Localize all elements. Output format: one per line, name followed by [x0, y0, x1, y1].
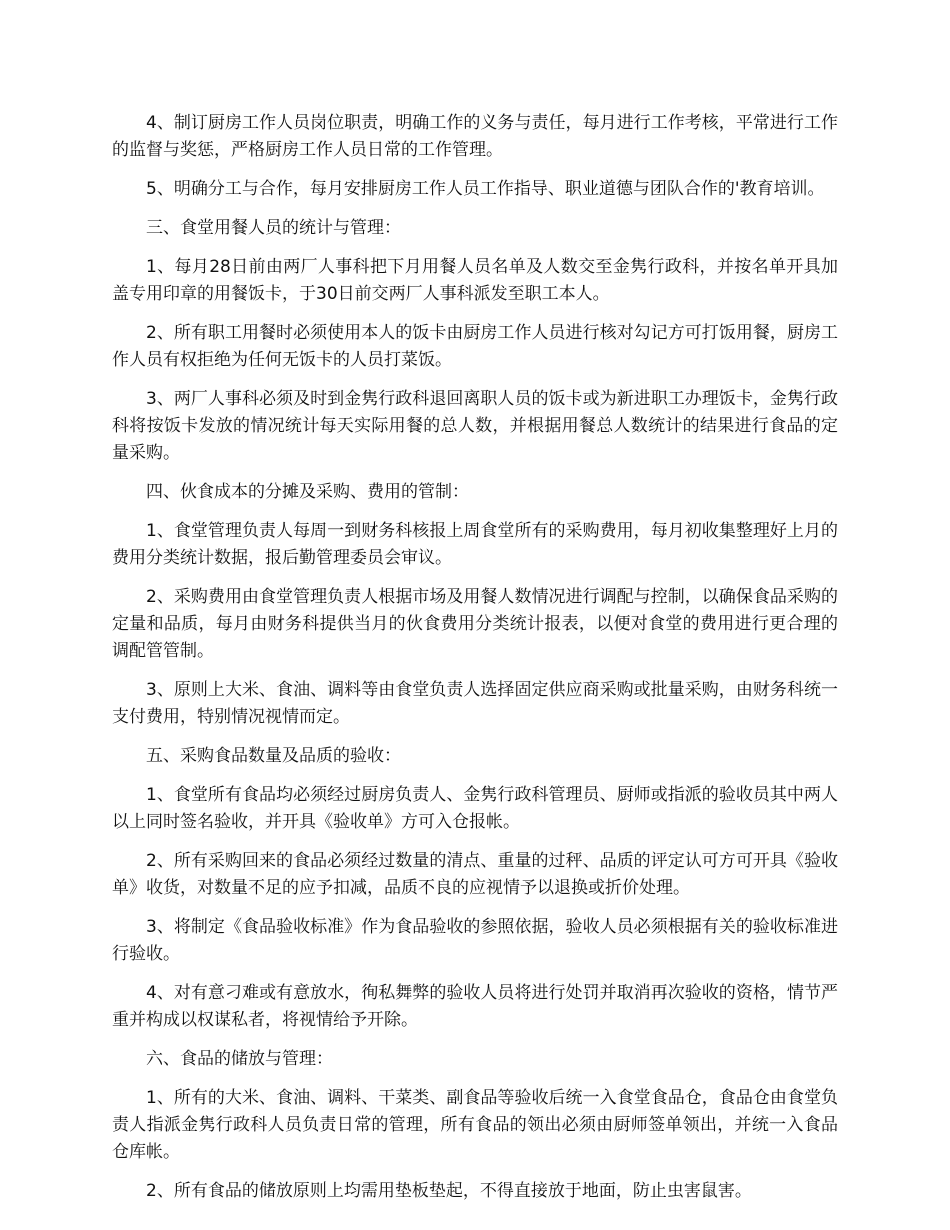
paragraph: 1、食堂管理负责人每周一到财务科核报上周食堂所有的采购费用，每月初收集整理好上月的费用分类统计数据，报后勤管理委员会审议。	[112, 521, 838, 568]
section-heading: 三、食堂用餐人员的统计与管理：	[146, 218, 401, 238]
paragraph: 2、所有食品的储放原则上均需用垫板垫起，不得直接放于地面，防止虫害鼠害。	[146, 1181, 752, 1201]
paragraph: 1、所有的大米、食油、调料、干菜类、副食品等验收后统一入食堂食品仓，食品仓由食堂负责人指派金隽行政科人员负责日常的管理，所有食品的领出必须由厨师签单领出，并统一入食品仓库帐。	[112, 1088, 838, 1162]
section-heading: 五、采购食品数量及品质的验收：	[146, 746, 401, 766]
paragraph: 4、对有意刁难或有意放水，徇私舞弊的验收人员将进行处罚并取消再次验收的资格，情节严重并构成以权谋私者，将视情给予开除。	[112, 983, 838, 1030]
document-body	[112, 110, 838, 1217]
section-heading: 四、伙食成本的分摊及采购、费用的管制：	[146, 482, 469, 502]
paragraph: 1、每月28日前由两厂人事科把下月用餐人员名单及人数交至金隽行政科，并按名单开具加盖专用印章的用餐饭卡，于30日前交两厂人事科派发至职工本人。	[112, 257, 838, 304]
paragraph: 3、两厂人事科必须及时到金隽行政科退回离职人员的饭卡或为新进职工办理饭卡，金隽行政科将按饭卡发放的情况统计每天实际用餐的总人数，并根据用餐总人数统计的结果进行食品的定量采购。	[112, 389, 838, 463]
paragraph: 3、将制定《食品验收标准》作为食品验收的参照依据，验收人员必须根据有关的验收标准进行验收。	[112, 917, 838, 964]
section-heading: 六、食品的储放与管理：	[146, 1049, 333, 1069]
paragraph: 1、食堂所有食品均必须经过厨房负责人、金隽行政科管理员、厨师或指派的验收员其中两人以上同时签名验收，并开具《验收单》方可入仓报帐。	[112, 785, 838, 832]
paragraph: 2、采购费用由食堂管理负责人根据市场及用餐人数情况进行调配与控制，以确保食品采购的定量和品质，每月由财务科提供当月的伙食费用分类统计报表，以便对食堂的费用进行更合理的调配管管制。	[112, 587, 838, 661]
paragraph: 2、所有职工用餐时必须使用本人的饭卡由厨房工作人员进行核对勾记方可打饭用餐，厨房工作人员有权拒绝为任何无饭卡的人员打菜饭。	[112, 323, 838, 370]
paragraph: 2、所有采购回来的食品必须经过数量的清点、重量的过秤、品质的评定认可方可开具《验收单》收货，对数量不足的应予扣减，品质不良的应视情予以退换或折价处理。	[112, 851, 838, 898]
paragraph: 4、制订厨房工作人员岗位职责，明确工作的义务与责任，每月进行工作考核，平常进行工作的监督与奖惩，严格厨房工作人员日常的工作管理。	[112, 113, 838, 160]
paragraph: 3、原则上大米、食油、调料等由食堂负责人选择固定供应商采购或批量采购，由财务科统一支付费用，特别情况视情而定。	[112, 680, 838, 727]
paragraph: 5、明确分工与合作，每月安排厨房工作人员工作指导、职业道德与团队合作的'教育培训。	[146, 179, 825, 199]
